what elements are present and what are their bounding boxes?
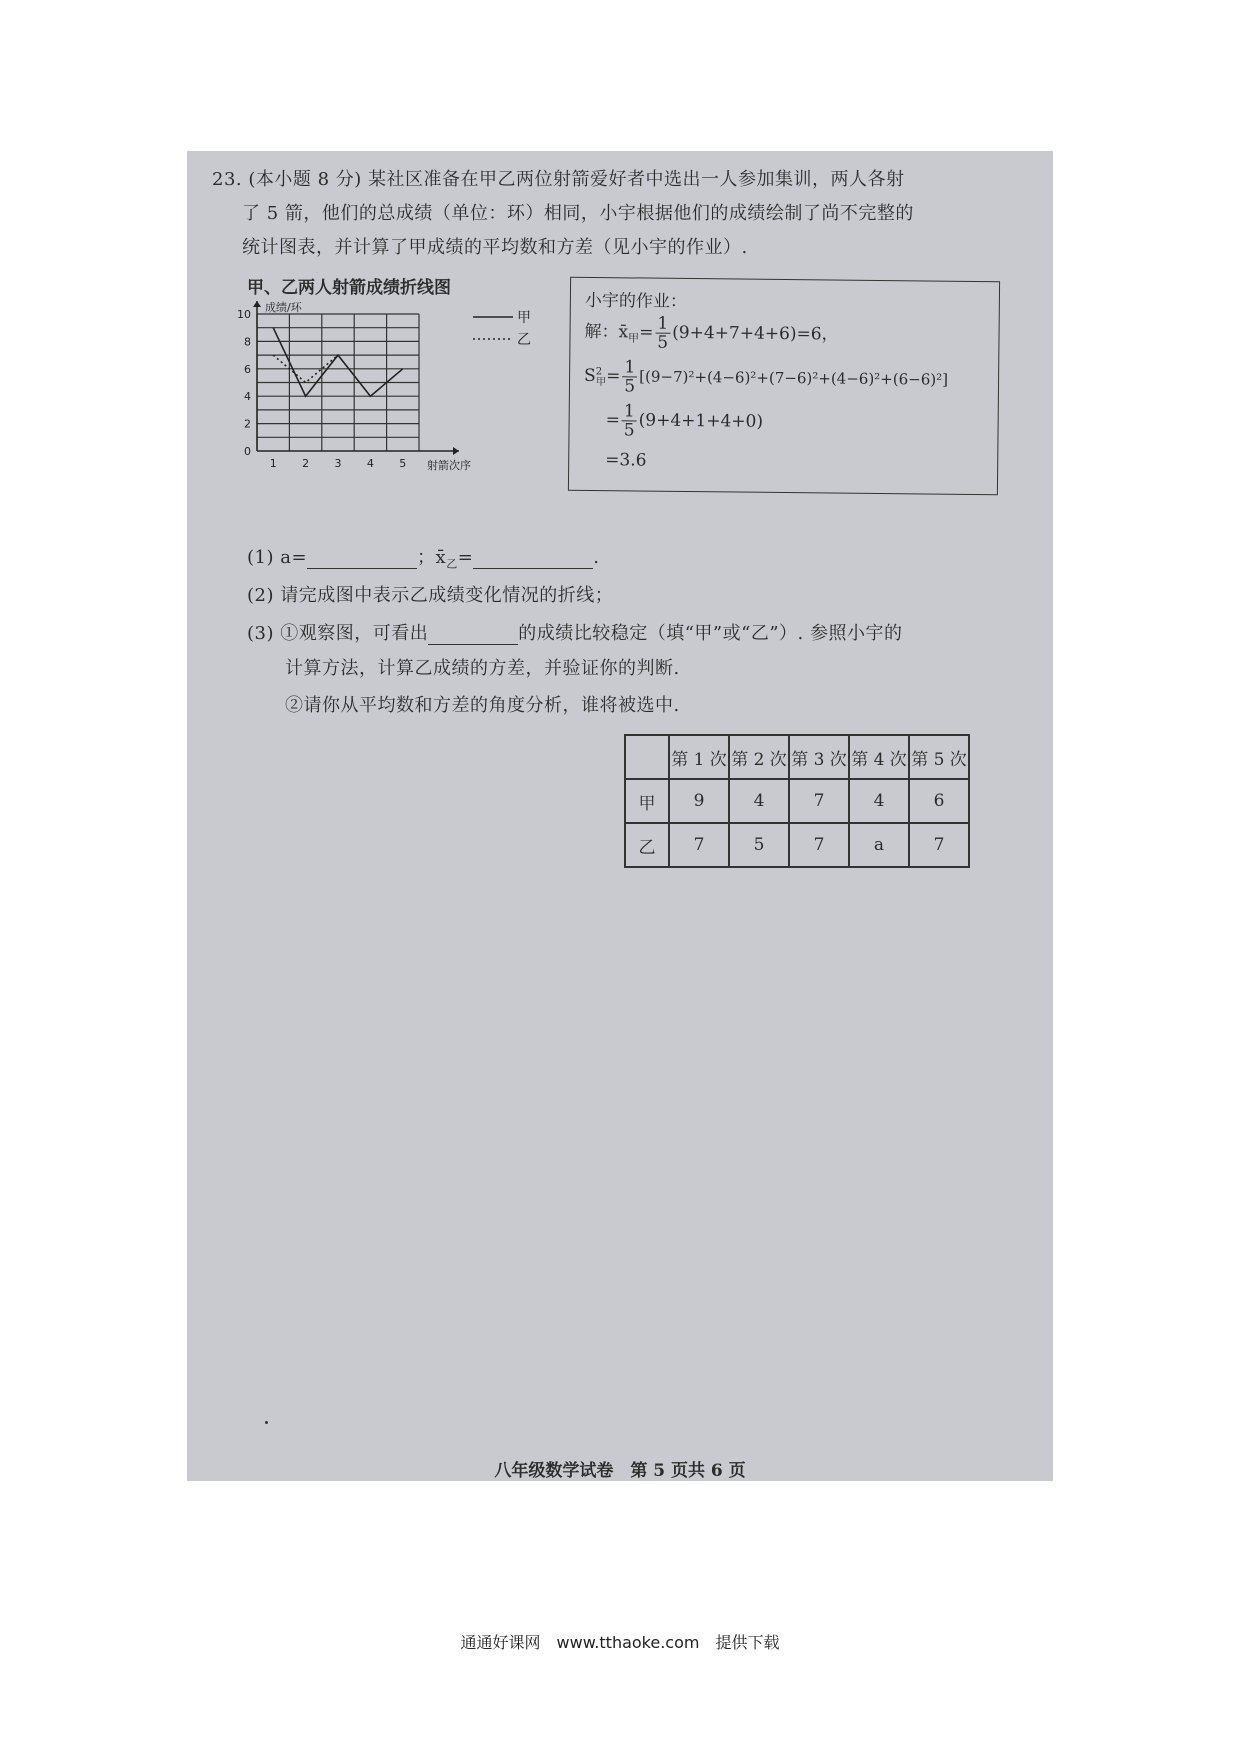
part-1-xbar: x̄ xyxy=(435,547,447,568)
table-header-cell: 第 1 次 xyxy=(669,735,729,779)
homework-mean-expr: (9+4+7+4+6)=6， xyxy=(672,322,839,345)
homework-var-sub: 甲 xyxy=(595,377,607,389)
y-tick-label: 0 xyxy=(244,445,251,458)
part-1-period: . xyxy=(593,547,600,568)
frac-numerator: 1 xyxy=(657,313,669,334)
homework-mean-prefix: 解： xyxy=(584,321,619,343)
table-cell: 7 xyxy=(669,823,729,867)
y-tick-label: 8 xyxy=(244,335,251,349)
series-line-甲 xyxy=(273,328,403,397)
homework-title: 小宇的作业： xyxy=(584,290,687,312)
part-1 xyxy=(247,543,600,572)
homework-var-sup: 2 xyxy=(595,366,603,378)
table-cell: a xyxy=(849,823,909,867)
row-label: 甲 xyxy=(625,779,669,823)
question-line-1: 23. (本小题 8 分) 某社区准备在甲乙两位射箭爱好者中选出一人参加集训，两人各射 xyxy=(212,169,905,190)
homework-var-s: S xyxy=(583,365,596,387)
part-3-tail: 的成绩比较稳定（填“甲”或“乙”）. 参照小宇的 xyxy=(518,623,903,644)
part-1-xbar-sub: 乙 xyxy=(446,557,458,571)
x-axis-label: 射箭次序 xyxy=(427,459,471,472)
table-header-cell: 第 2 次 xyxy=(729,735,789,779)
table-header-cell: 第 4 次 xyxy=(849,735,909,779)
legend-label: 甲 xyxy=(517,310,531,326)
scanned-page xyxy=(187,151,1053,1481)
homework-step-eq: = xyxy=(605,410,620,431)
homework-result: =3.6 xyxy=(605,450,647,471)
table-header-row xyxy=(625,735,969,779)
x-axis-arrow xyxy=(453,447,459,455)
question-line-2: 了 5 箭，他们的总成绩（单位：环）相同，小宇根据他们的成绩绘制了尚不完整的 xyxy=(242,203,914,224)
y-tick-label: 2 xyxy=(244,417,251,431)
line-chart xyxy=(227,301,567,531)
y-axis-label: 成绩/环 xyxy=(265,301,302,314)
speck xyxy=(265,1421,268,1424)
homework-var-expr: [(9−7)²+(4−6)²+(7−6)²+(4−6)²+(6−6)²] xyxy=(639,367,949,389)
homework-step xyxy=(605,402,763,441)
part-1-a-label: (1) a= xyxy=(247,547,308,568)
x-tick-label: 3 xyxy=(334,457,342,470)
homework-mean-eq: = xyxy=(639,322,654,343)
frac-numerator: 1 xyxy=(624,357,636,378)
score-table xyxy=(624,734,970,868)
download-credit: 通通好课网 www.tthaoke.com 提供下载 xyxy=(460,1633,780,1652)
homework-box xyxy=(568,277,1000,495)
legend-label: 乙 xyxy=(517,332,531,348)
part-3-continued: 计算方法，计算乙成绩的方差，并验证你的判断. xyxy=(285,658,680,679)
part-1-separator: ； xyxy=(417,547,436,568)
x-tick-label: 5 xyxy=(399,457,407,470)
part-1-eq: = xyxy=(457,547,474,568)
x-tick-label: 1 xyxy=(269,457,277,470)
frac-denominator: 5 xyxy=(624,376,636,397)
table-cell: 5 xyxy=(729,823,789,867)
frac-denominator: 5 xyxy=(657,332,669,353)
part-3-lead: (3) ①观察图，可看出 xyxy=(247,623,429,644)
homework-mean xyxy=(584,314,838,354)
table-cell: 9 xyxy=(669,779,729,823)
table-header-cell: 第 3 次 xyxy=(789,735,849,779)
homework-var-eq: = xyxy=(606,366,621,387)
question-line-3: 统计图表，并计算了甲成绩的平均数和方差（见小宇的作业）. xyxy=(242,237,748,258)
table-cell: 7 xyxy=(789,779,849,823)
x-tick-label: 4 xyxy=(366,457,374,470)
frac-denominator: 5 xyxy=(623,420,635,441)
part-3 xyxy=(247,619,902,645)
homework-step-expr: (9+4+1+4+0) xyxy=(638,410,764,432)
table-header-cell: 第 5 次 xyxy=(909,735,969,779)
homework-variance xyxy=(584,358,948,399)
chart-title: 甲、乙两人射箭成绩折线图 xyxy=(247,278,451,298)
answer-blank-mean[interactable] xyxy=(473,547,593,569)
homework-mean-sub: 甲 xyxy=(628,331,640,345)
homework-var-frac xyxy=(622,358,637,395)
table-cell: 4 xyxy=(849,779,909,823)
homework-mean-xbar: x̄ xyxy=(618,322,629,343)
answer-blank-stable[interactable] xyxy=(428,623,518,645)
frac-numerator: 1 xyxy=(623,401,635,422)
row-label: 乙 xyxy=(625,823,669,867)
y-axis-arrow xyxy=(253,301,261,307)
table-row xyxy=(625,779,969,823)
part-2: (2) 请完成图中表示乙成绩变化情况的折线； xyxy=(247,585,614,606)
y-tick-label: 4 xyxy=(244,390,251,404)
table-cell: 4 xyxy=(729,779,789,823)
homework-step-frac xyxy=(622,402,637,439)
table-cell: 7 xyxy=(789,823,849,867)
answer-blank-a[interactable] xyxy=(307,547,417,569)
table-row xyxy=(625,823,969,867)
table-cell: 7 xyxy=(909,823,969,867)
y-tick-label: 10 xyxy=(237,308,251,321)
part-3-question-2: ②请你从平均数和方差的角度分析，谁将被选中. xyxy=(285,695,680,716)
x-tick-label: 2 xyxy=(302,457,310,470)
y-tick-label: 6 xyxy=(244,362,251,376)
page-footer: 八年级数学试卷 第 5 页共 6 页 xyxy=(494,1461,746,1481)
table-corner-cell xyxy=(625,735,669,779)
table-cell: 6 xyxy=(909,779,969,823)
homework-mean-frac xyxy=(655,315,670,352)
